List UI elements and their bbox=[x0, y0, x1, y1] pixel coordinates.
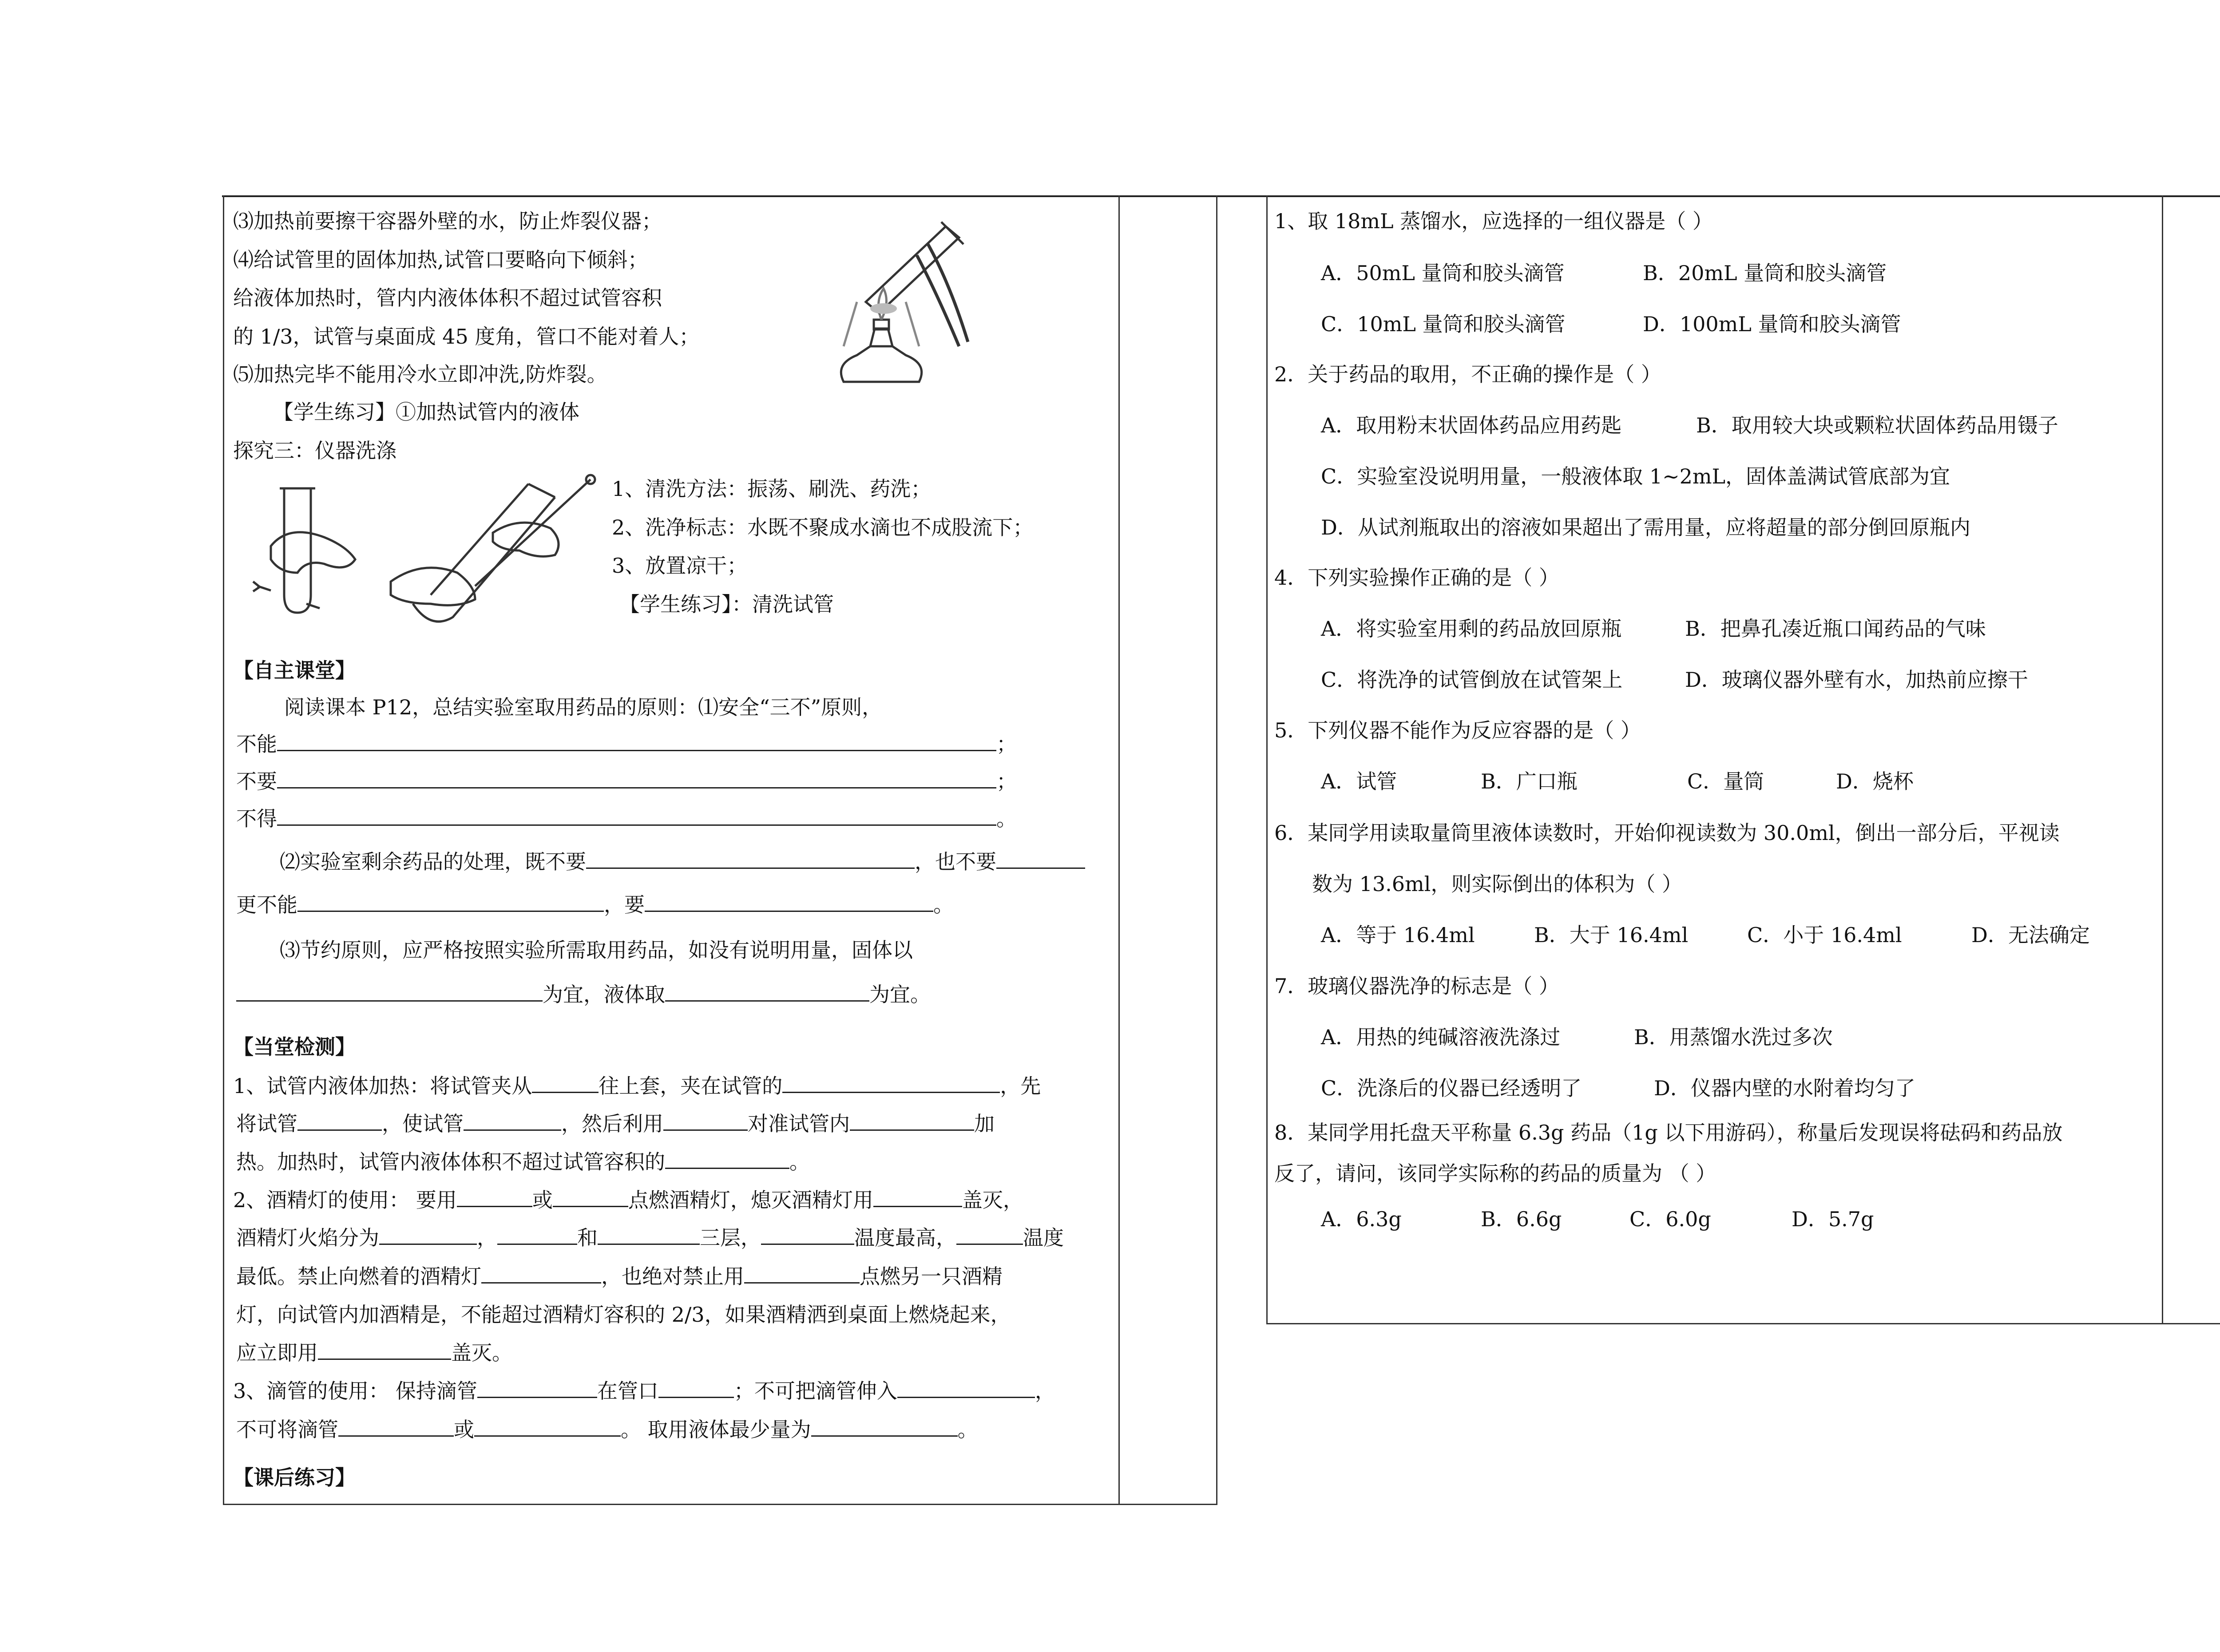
q4-option-b[interactable]: B．把鼻孔凑近瓶口闻药品的气味 bbox=[1685, 617, 1986, 641]
right-table-column-divider bbox=[2162, 195, 2163, 1323]
question-8-cont: 反了，请问，该同学实际称的药品的质量为 （ ） bbox=[1274, 1161, 1717, 1185]
question-1: 1、取 18mL 蒸馏水，应选择的一组仪器是（ ） bbox=[1274, 209, 1713, 233]
q2-option-a[interactable]: A．取用粉末状固体药品应用药匙 bbox=[1321, 413, 1622, 437]
q6-option-c[interactable]: C．小于 16.4ml bbox=[1747, 923, 1902, 947]
rule-never-3: 不得 。 bbox=[236, 807, 1017, 831]
q8-option-a[interactable]: A．6.3g bbox=[1321, 1207, 1402, 1231]
c1-blank-6[interactable] bbox=[850, 1112, 974, 1131]
check-heading: 【当堂检测】 bbox=[233, 1035, 356, 1059]
left-table-column-divider bbox=[1118, 195, 1120, 1504]
save-blank-liquid[interactable] bbox=[665, 982, 869, 1002]
q7-option-a[interactable]: A．用热的纯碱溶液洗涤过 bbox=[1321, 1025, 1561, 1049]
rule-never-2-blank[interactable] bbox=[277, 769, 996, 788]
remain-line-2: 更不能 ，要 。 bbox=[236, 893, 954, 917]
wash-clean-sign: 2、洗净标志：水既不聚成水滴也不成股流下； bbox=[612, 515, 1034, 539]
q8-option-d[interactable]: D．5.7g bbox=[1792, 1207, 1874, 1231]
q7-option-b[interactable]: B．用蒸馏水洗过多次 bbox=[1634, 1025, 1833, 1049]
q1-option-b[interactable]: B．20mL 量筒和胶头滴管 bbox=[1643, 261, 1887, 285]
check-2-line-2: 酒精灯火焰分为 ， 和 三层， 温度最高， 温度 bbox=[236, 1226, 1064, 1250]
c1-blank-4[interactable] bbox=[464, 1112, 561, 1131]
remain-line-1: ⑵实验室剩余药品的处理，既不要 ，也不要 bbox=[280, 849, 1085, 874]
q5-option-d[interactable]: D．烧杯 bbox=[1836, 769, 1914, 793]
check-2-line-3: 最低。禁止向燃着的酒精灯 ，也绝对禁止用 点燃另一只酒精 bbox=[236, 1264, 1003, 1288]
c2-blank-1[interactable] bbox=[457, 1188, 532, 1207]
c2-blank-11[interactable] bbox=[318, 1341, 451, 1360]
check-1-line-3: 热。加热时，试管内液体体积不超过试管容积的 。 bbox=[236, 1150, 810, 1174]
c3-blank-6[interactable] bbox=[811, 1418, 958, 1437]
q2-option-d[interactable]: D．从试剂瓶取出的溶液如果超出了需用量，应将超量的部分倒回原瓶内 bbox=[1321, 515, 1970, 539]
c1-blank-2[interactable] bbox=[782, 1074, 1000, 1093]
c2-blank-5[interactable] bbox=[497, 1226, 577, 1245]
remain-blank-2[interactable] bbox=[996, 850, 1085, 869]
rule-never-2: 不要 ； bbox=[236, 769, 1017, 793]
q7-option-c[interactable]: C．洗涤后的仪器已经透明了 bbox=[1321, 1076, 1582, 1100]
c1-blank-7[interactable] bbox=[665, 1150, 789, 1169]
self-study-heading: 【自主课堂】 bbox=[233, 658, 356, 682]
explore-3-heading: 探究三：仪器洗涤 bbox=[233, 439, 396, 463]
c3-blank-1[interactable] bbox=[477, 1379, 597, 1398]
c1-blank-3[interactable] bbox=[297, 1112, 382, 1131]
save-blank-solid[interactable] bbox=[236, 982, 543, 1002]
q4-option-d[interactable]: D．玻璃仪器外壁有水，加热前应擦干 bbox=[1685, 668, 2028, 692]
q1-option-a[interactable]: A．50mL 量筒和胶头滴管 bbox=[1321, 261, 1565, 285]
check-3-line-1: 3、滴管的使用： 保持滴管 在管口 ；不可把滴管伸入 ， bbox=[233, 1379, 1055, 1403]
rule-never-3-blank[interactable] bbox=[277, 807, 996, 826]
check-2-line-1: 2、酒精灯的使用： 要用 或 点燃酒精灯，熄灭酒精灯用 盖灭， bbox=[233, 1188, 1023, 1212]
c1-blank-1[interactable] bbox=[532, 1074, 599, 1093]
check-1-line-1: 1、试管内液体加热：将试管夹从 往上套，夹在试管的 ，先 bbox=[233, 1074, 1041, 1098]
q4-option-c[interactable]: C．将洗净的试管倒放在试管架上 bbox=[1321, 668, 1623, 692]
remain-blank-1[interactable] bbox=[586, 850, 915, 869]
homework-heading: 【课后练习】 bbox=[233, 1466, 356, 1490]
question-7: 7．玻璃仪器洗净的标志是（ ） bbox=[1274, 974, 1559, 998]
q7-option-d[interactable]: D．仪器内壁的水附着均匀了 bbox=[1654, 1076, 1915, 1100]
remain-blank-4[interactable] bbox=[645, 893, 933, 912]
c2-blank-7[interactable] bbox=[761, 1226, 854, 1245]
c3-blank-4[interactable] bbox=[338, 1418, 454, 1437]
heating-note-angle: 的 1/3，试管与桌面成 45 度角，管口不能对着人； bbox=[233, 325, 700, 349]
save-line-1: ⑶节约原则，应严格按照实验所需取用药品，如没有说明用量，固体以 bbox=[280, 938, 913, 962]
check-3-line-2: 不可将滴管 或 。 取用液体最少量为 。 bbox=[236, 1418, 978, 1442]
wash-dry: 3、放置凉干； bbox=[612, 554, 748, 578]
question-4: 4．下列实验操作正确的是（ ） bbox=[1274, 566, 1559, 590]
heating-note-3: ⑶加热前要擦干容器外壁的水，防止炸裂仪器； bbox=[233, 209, 662, 233]
q8-option-c[interactable]: C．6.0g bbox=[1629, 1207, 1711, 1231]
heating-note-4: ⑷给试管里的固体加热,试管口要略向下倾斜； bbox=[233, 248, 648, 272]
rule-never-1: 不能 ； bbox=[236, 732, 1017, 756]
heating-test-tube-illustration bbox=[817, 213, 1021, 400]
c3-blank-2[interactable] bbox=[658, 1379, 734, 1398]
check-1-line-2: 将试管 ，使试管 ，然后利用 对准试管内 加 bbox=[236, 1112, 995, 1136]
question-5: 5．下列仪器不能作为反应容器的是（ ） bbox=[1274, 718, 1641, 742]
c3-blank-3[interactable] bbox=[897, 1379, 1035, 1398]
q8-option-b[interactable]: B．6.6g bbox=[1481, 1207, 1562, 1231]
c2-blank-4[interactable] bbox=[379, 1226, 477, 1245]
c2-blank-8[interactable] bbox=[956, 1226, 1023, 1245]
remain-blank-3[interactable] bbox=[297, 893, 604, 912]
practice-clean-tube: 【学生练习】：清洗试管 bbox=[619, 592, 834, 616]
c2-blank-3[interactable] bbox=[873, 1188, 962, 1207]
q1-option-d[interactable]: D．100mL 量筒和胶头滴管 bbox=[1643, 312, 1901, 336]
cleaning-test-tube-illustration bbox=[244, 471, 608, 630]
q2-option-b[interactable]: B．取用较大块或颗粒状固体药品用镊子 bbox=[1696, 413, 2058, 437]
q5-option-a[interactable]: A．试管 bbox=[1321, 769, 1397, 793]
rule-never-1-blank[interactable] bbox=[277, 732, 996, 751]
self-study-intro: 阅读课本 P12，总结实验室取用药品的原则：⑴安全“三不”原则， bbox=[284, 695, 883, 719]
q5-option-c[interactable]: C．量筒 bbox=[1687, 769, 1764, 793]
check-2-line-4: 灯，向试管内加酒精是，不能超过酒精灯容积的 2/3，如果酒精洒到桌面上燃烧起来， bbox=[236, 1303, 1011, 1327]
c3-blank-5[interactable] bbox=[474, 1418, 621, 1437]
c2-blank-10[interactable] bbox=[744, 1264, 860, 1284]
q6-option-b[interactable]: B．大于 16.4ml bbox=[1534, 923, 1689, 947]
c2-blank-6[interactable] bbox=[598, 1226, 700, 1245]
save-line-2: 为宜，液体取 为宜。 bbox=[236, 982, 931, 1007]
q6-option-d[interactable]: D．无法确定 bbox=[1971, 923, 2090, 947]
heating-note-5: ⑸加热完毕不能用冷水立即冲洗,防炸裂。 bbox=[233, 362, 607, 386]
practice-heating-liquid: 【学生练习】①加热试管内的液体 bbox=[273, 400, 579, 424]
heating-note-liquid: 给液体加热时，管内内液体体积不超过试管容积 bbox=[233, 286, 662, 310]
q4-option-a[interactable]: A．将实验室用剩的药品放回原瓶 bbox=[1321, 617, 1622, 641]
c2-blank-9[interactable] bbox=[481, 1264, 601, 1284]
question-8: 8．某同学用托盘天平称量 6.3g 药品（1g 以下用游码），称量后发现误将砝码和药品放 bbox=[1274, 1121, 2063, 1145]
check-2-line-5: 应立即用 盖灭。 bbox=[236, 1341, 512, 1365]
question-2: 2．关于药品的取用，不正确的操作是（ ） bbox=[1274, 362, 1661, 386]
q6-option-a[interactable]: A．等于 16.4ml bbox=[1321, 923, 1475, 947]
c2-blank-2[interactable] bbox=[553, 1188, 628, 1207]
wash-method: 1、清洗方法：振荡、刷洗、药洗； bbox=[612, 477, 932, 501]
c1-blank-5[interactable] bbox=[663, 1112, 748, 1131]
question-6: 6．某同学用读取量筒里液体读数时，开始仰视读数为 30.0ml，倒出一部分后，平视读 bbox=[1274, 821, 2060, 845]
question-6-cont: 数为 13.6ml，则实际倒出的体积为（ ） bbox=[1312, 872, 1682, 896]
q5-option-b[interactable]: B．广口瓶 bbox=[1481, 769, 1578, 793]
q1-option-c[interactable]: C．10mL 量筒和胶头滴管 bbox=[1321, 312, 1566, 336]
q2-option-c[interactable]: C．实验室没说明用量，一般液体取 1~2mL，固体盖满试管底部为宜 bbox=[1321, 464, 1950, 488]
